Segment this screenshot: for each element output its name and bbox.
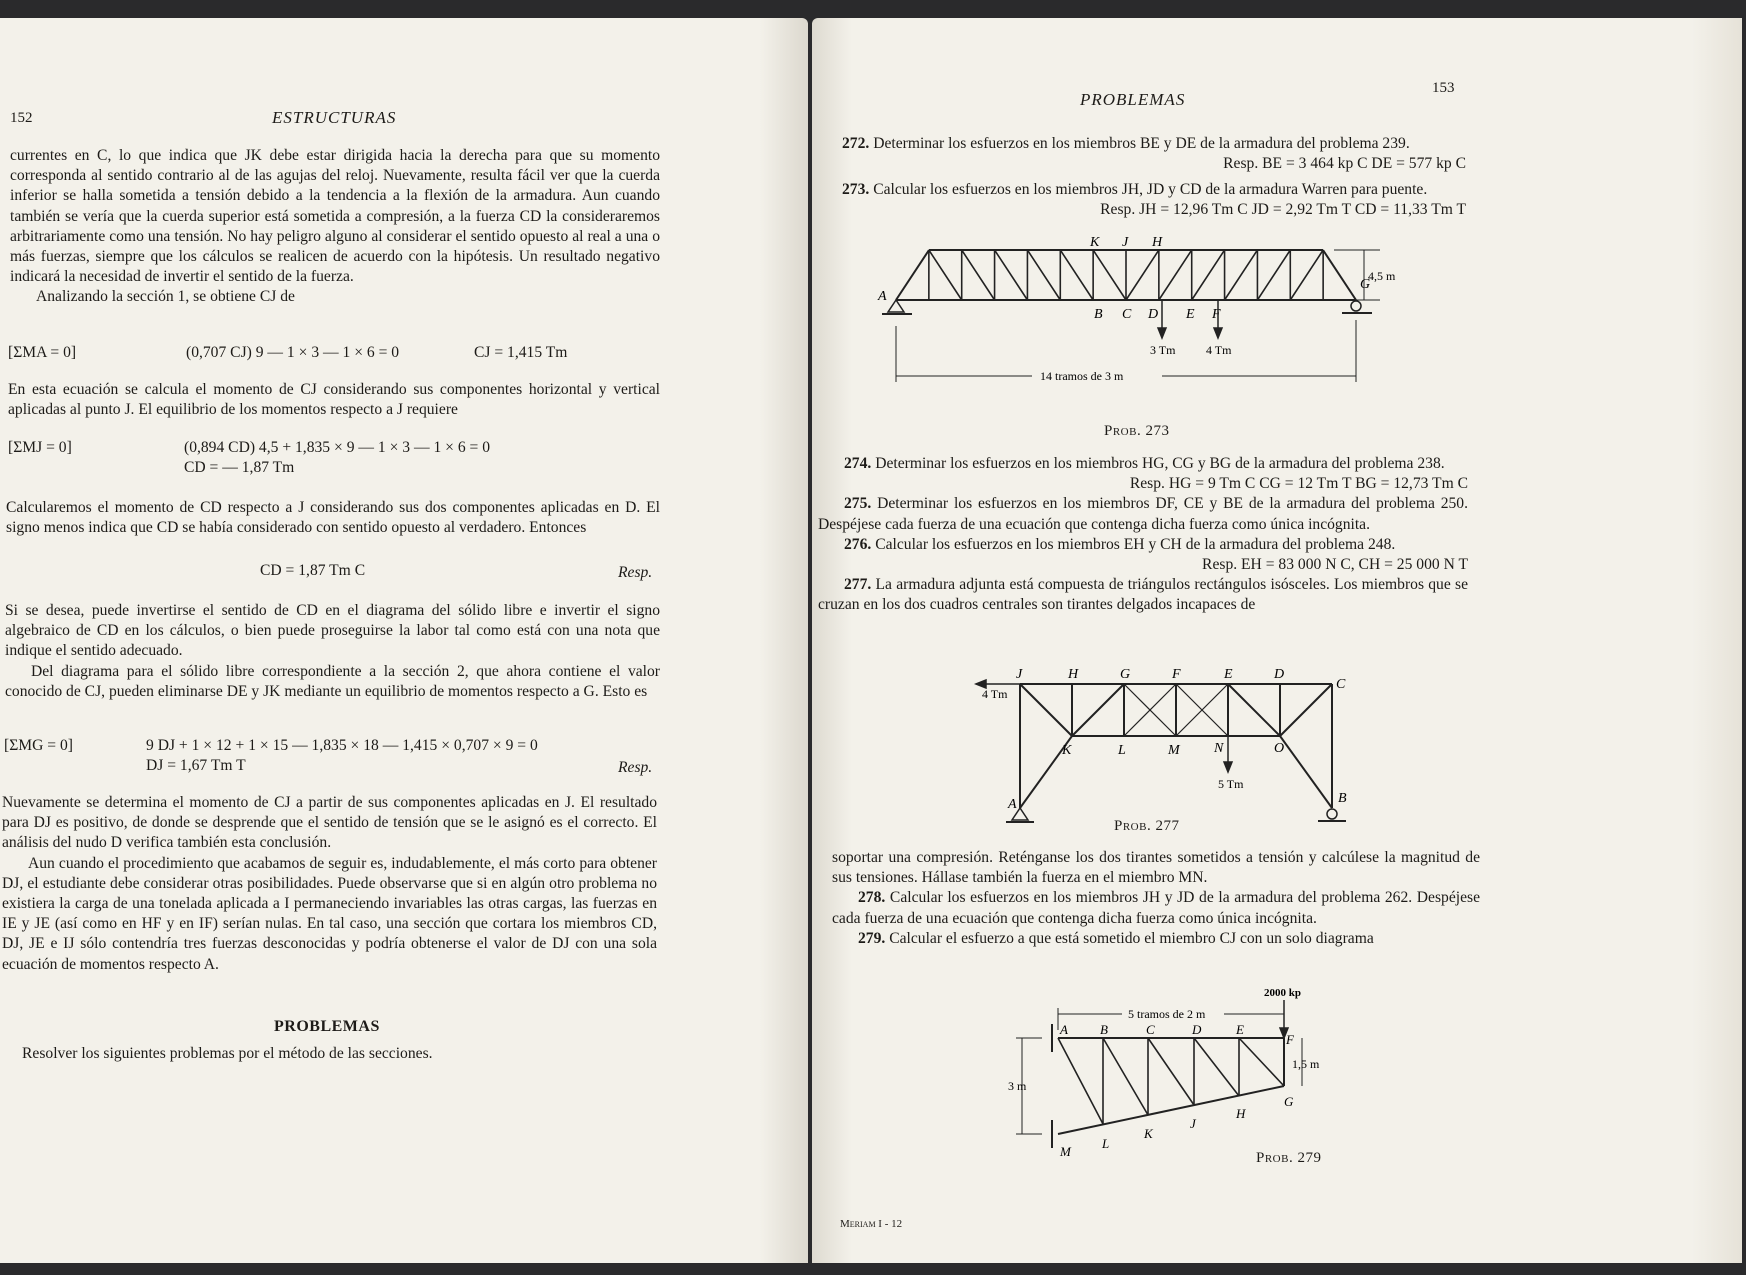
equation-result: CJ = 1,415 Tm <box>474 344 568 361</box>
truss-webs <box>1058 1038 1284 1124</box>
label-f: F <box>1212 307 1221 322</box>
problems-277-279 <box>832 848 1480 949</box>
paragraph-block-2 <box>2 793 657 975</box>
label-n: N <box>1214 741 1224 756</box>
problem-279 <box>832 929 1480 949</box>
load-label: 2000 kp <box>1264 987 1301 999</box>
page-number: 152 <box>10 110 33 126</box>
problem-number: 279. <box>858 929 886 947</box>
label-g: G <box>1284 1094 1294 1109</box>
problem-answer: Resp. HG = 9 Tm C CG = 12 Tm T BG = 12,73 Tm C <box>1129 475 1468 493</box>
truss-diagonal <box>1093 250 1126 300</box>
truss-diagonal <box>1126 250 1159 300</box>
height-dimensions <box>1016 1038 1302 1134</box>
left-page <box>0 18 808 1263</box>
problem-answer: Resp. EH = 83 000 N C, CH = 25 000 N T <box>1202 556 1468 574</box>
figure-277 <box>962 666 1362 836</box>
problem-276 <box>818 535 1468 555</box>
figure-caption: Prob. 273 <box>1104 423 1170 439</box>
label-c: C <box>1336 677 1346 692</box>
label-h: H <box>1152 236 1163 250</box>
truss-diagonal <box>995 250 1028 300</box>
resp-label: Resp. <box>618 759 653 776</box>
equation-result: CD = — 1,87 Tm <box>184 459 295 476</box>
figure-279 <box>1002 984 1322 1170</box>
problem-277-continued: soportar una compresión. Reténganse los dos tirantes sometidos a tensión y calcúlese la magnitud de sus tensiones. Hállase también la fuerza en el miembro MN. <box>832 849 1480 887</box>
problem-number: 273. <box>842 181 870 198</box>
problem-text: Determinar los esfuerzos en los miembros HG, CG y BG de la armadura del problema 238. <box>875 455 1445 472</box>
label-j: J <box>1190 1116 1196 1131</box>
label-h: H <box>1236 1106 1246 1121</box>
problem-text: Calcular el esfuerzo a que está sometido el miembro CJ con un solo diagrama <box>889 929 1374 947</box>
truss-webs <box>929 250 1323 300</box>
figure-273 <box>872 236 1472 426</box>
equation-1 <box>8 343 658 365</box>
label-b: B <box>1100 1022 1108 1037</box>
label-c: C <box>1146 1022 1155 1037</box>
running-head: ESTRUCTURAS <box>272 108 397 127</box>
label-j: J <box>1016 667 1023 682</box>
problem-number: 278. <box>858 889 886 907</box>
paragraph-1: currentes en C, lo que indica que JK debe estar dirigida hacia la derecha para que su momento corresponda al sentido contrario al de las agujas del reloj. Nuevamente, resulta fácil ver que la cuerda inferior se halla sometida a tensión debido a la tendencia a la flexión de la armadura. Aun cuando también se vería que la cuerda superior está sometida a compresión, a la fuerza CD la consideraremos arbitrariamente como una tensión. No hay peligro alguno al considerar el sentido opuesto al real a una o más fuerzas, siempre que los cálculos se realicen de acuerdo con la hipótesis. Un resultado negativo indicará la necesidad de invertir el sentido de la fuerza. <box>10 147 660 286</box>
support-b <box>1318 809 1346 821</box>
section-title: PROBLEMAS <box>274 1018 380 1035</box>
problem-text: Determinar los esfuerzos en los miembros BE y DE de la armadura del problema 239. <box>873 135 1410 152</box>
label-j: J <box>1122 236 1129 250</box>
truss-diagonal <box>1192 250 1225 300</box>
load-3tm: 3 Tm <box>1150 343 1176 357</box>
label-k: K <box>1062 743 1072 758</box>
label-e: E <box>1224 667 1233 682</box>
truss-diagonal <box>1225 250 1258 300</box>
paragraph-7: Nuevamente se determina el momento de CJ a partir de sus componentes aplicadas en J. El resultado para DJ es positivo, de donde se desprende que el sentido de tensión que se le asignó es el correcto. El análisis del nudo D verifica también esta conclusión. <box>2 794 657 852</box>
equation-body: (0,894 CD) 4,5 + 1,835 × 9 — 1 × 3 — 1 × 6 = 0 <box>184 439 491 456</box>
height-right-label: 1,5 m <box>1292 1057 1320 1071</box>
paragraph-6: Del diagrama para el sólido libre correspondiente a la sección 2, que ahora contiene el valor conocido de CJ, pueden eliminarse DE y JK mediante un equilibrio de momentos respecto a G. Esto es <box>5 662 660 700</box>
paragraph-4: Calcularemos el momento de CD respecto a J considerando sus dos componentes aplicadas en D. El signo menos indica que CD se había considerado con sentido opuesto al verdadero. Entonces <box>6 499 660 537</box>
label-g: G <box>1360 277 1371 292</box>
label-h: H <box>1068 667 1079 682</box>
running-head: PROBLEMAS <box>1080 90 1186 109</box>
height-left-label: 3 m <box>1008 1079 1027 1093</box>
problem-answer: Resp. BE = 3 464 kp C DE = 577 kp C <box>1223 155 1466 173</box>
problem-274 <box>818 454 1468 474</box>
problem-text: Determinar los esfuerzos en los miembros DF, CE y BE de la armadura del problema 250. Despéjese cada fuerza de una ecuación que contenga dicha fuerza como única incógnita. <box>818 495 1468 533</box>
label-e: E <box>1236 1022 1244 1037</box>
label-c: C <box>1122 307 1132 322</box>
truss-diagonal <box>929 250 962 300</box>
paragraph-2: Analizando la sección 1, se obtiene CJ de <box>36 288 295 306</box>
figure-caption: Prob. 279 <box>1256 1150 1322 1166</box>
truss-diagonal <box>1290 250 1323 300</box>
right-page <box>812 18 1742 1263</box>
problems-274-277 <box>818 454 1468 616</box>
problem-number: 272. <box>842 135 870 152</box>
problem-273 <box>816 180 1466 220</box>
paragraph-5: Si se desea, puede invertirse el sentido de CD en el diagrama del sólido libre e invertir el signo algebraico de CD en los cálculos, o bien puede proseguirse la labor tal como está con una nota que indique el sentido adecuado. <box>5 602 660 660</box>
load-5tm: 5 Tm <box>1218 777 1244 791</box>
paragraph-8: Aun cuando el procedimiento que acabamos de seguir es, indudablemente, el más corto para obtener DJ, el estudiante debe considerar otras posibilidades. Puede observarse que si en algún otro problema no existiera la carga de una tonelada aplicada a I permaneciendo invariables las otras cargas, las fuerzas en IE y JE (así como en HF y en IF) serían nulas. En tal caso, una sección que cortara los miembros CD, DJ, JE e IJ sólo contendría tres fuerzas desconocidas y podría obtenerse el valor de DJ con una sola ecuación de momentos respecto A. <box>2 854 657 973</box>
truss-diagonal <box>1060 250 1093 300</box>
label-a: A <box>1008 797 1017 812</box>
load-arrows <box>976 680 1232 772</box>
label-l: L <box>1102 1136 1110 1151</box>
label-d: D <box>1148 307 1159 322</box>
equation-2 <box>8 438 658 482</box>
equation-label: [ΣMA = 0] <box>8 344 77 361</box>
problem-number: 277. <box>844 576 872 594</box>
span-label: 5 tramos de 2 m <box>1128 1007 1206 1021</box>
load-4tm: 4 Tm <box>982 687 1008 701</box>
resp-label: Resp. <box>618 564 653 581</box>
equation-3 <box>6 561 660 583</box>
problem-number: 275. <box>844 495 872 513</box>
truss-diagonal <box>962 250 995 300</box>
label-m: M <box>1060 1144 1071 1159</box>
problem-275 <box>818 494 1468 534</box>
label-f: F <box>1286 1032 1294 1047</box>
truss-diagonal <box>1159 250 1192 300</box>
truss-279 <box>1058 1038 1284 1134</box>
label-k: K <box>1090 236 1100 250</box>
equation-body: (0,707 CJ) 9 — 1 × 3 — 1 × 6 = 0 <box>186 344 400 361</box>
problem-text: Calcular los esfuerzos en los miembros JH y JD de la armadura del problema 262. Despéjese cada fuerza de una ecuación que contenga dicha fuerza como única incógnita. <box>832 889 1480 927</box>
span-dimension <box>896 320 1356 382</box>
label-b: B <box>1094 307 1103 322</box>
equation-body: CD = 1,87 Tm C <box>260 562 366 579</box>
support-g <box>1342 301 1372 313</box>
span-label: 14 tramos de 3 m <box>1040 369 1124 383</box>
figure-caption: Prob. 277 <box>1114 818 1180 834</box>
label-m: M <box>1168 743 1180 758</box>
paragraph <box>10 146 660 308</box>
equation-4 <box>4 736 660 780</box>
load-4tm: 4 Tm <box>1206 343 1232 357</box>
problem-272 <box>816 134 1466 174</box>
height-label: 4,5 m <box>1368 269 1396 283</box>
equation-label: [ΣMJ = 0] <box>8 439 72 456</box>
problem-text: La armadura adjunta está compuesta de triángulos rectángulos isósceles. Los miembros que se cruzan en los dos cuadros centrales son tirantes delgados incapaces de <box>818 576 1468 614</box>
page-footer: Meriam I - 12 <box>840 1218 903 1230</box>
label-g: G <box>1120 667 1131 682</box>
problem-answer: Resp. JH = 12,96 Tm C JD = 2,92 Tm T CD = 11,33 Tm T <box>1100 201 1466 219</box>
label-a: A <box>1060 1022 1068 1037</box>
problem-text: Calcular los esfuerzos en los miembros JH, JD y CD de la armadura Warren para puente. <box>873 181 1428 198</box>
truss-diagonal <box>1257 250 1290 300</box>
page-number: 153 <box>1432 80 1455 96</box>
truss-diagonal <box>1027 250 1060 300</box>
problem-number: 274. <box>844 455 872 472</box>
problem-278 <box>832 888 1480 928</box>
section-intro: Resolver los siguientes problemas por el método de las secciones. <box>22 1045 433 1062</box>
problem-number: 276. <box>844 535 872 553</box>
problem-277 <box>818 575 1468 615</box>
label-b: B <box>1338 791 1347 806</box>
equation-label: [ΣMG = 0] <box>4 737 73 754</box>
label-l: L <box>1118 743 1126 758</box>
equation-body: 9 DJ + 1 × 12 + 1 × 15 — 1,835 × 18 — 1,415 × 0,707 × 9 = 0 <box>146 737 538 754</box>
label-o: O <box>1274 741 1285 756</box>
label-f: F <box>1172 667 1181 682</box>
label-e: E <box>1186 307 1195 322</box>
label-k: K <box>1144 1126 1153 1141</box>
paragraph-3: En esta ecuación se calcula el momento de CJ considerando sus componentes horizontal y vertical aplicadas al punto J. El equilibrio de los momentos respecto a J requiere <box>8 381 660 419</box>
label-d: D <box>1192 1022 1202 1037</box>
equation-result: DJ = 1,67 Tm T <box>146 757 246 774</box>
paragraph-block <box>5 601 660 702</box>
label-d: D <box>1274 667 1285 682</box>
problem-text: Calcular los esfuerzos en los miembros EH y CH de la armadura del problema 248. <box>875 535 1396 553</box>
label-a: A <box>878 289 887 304</box>
